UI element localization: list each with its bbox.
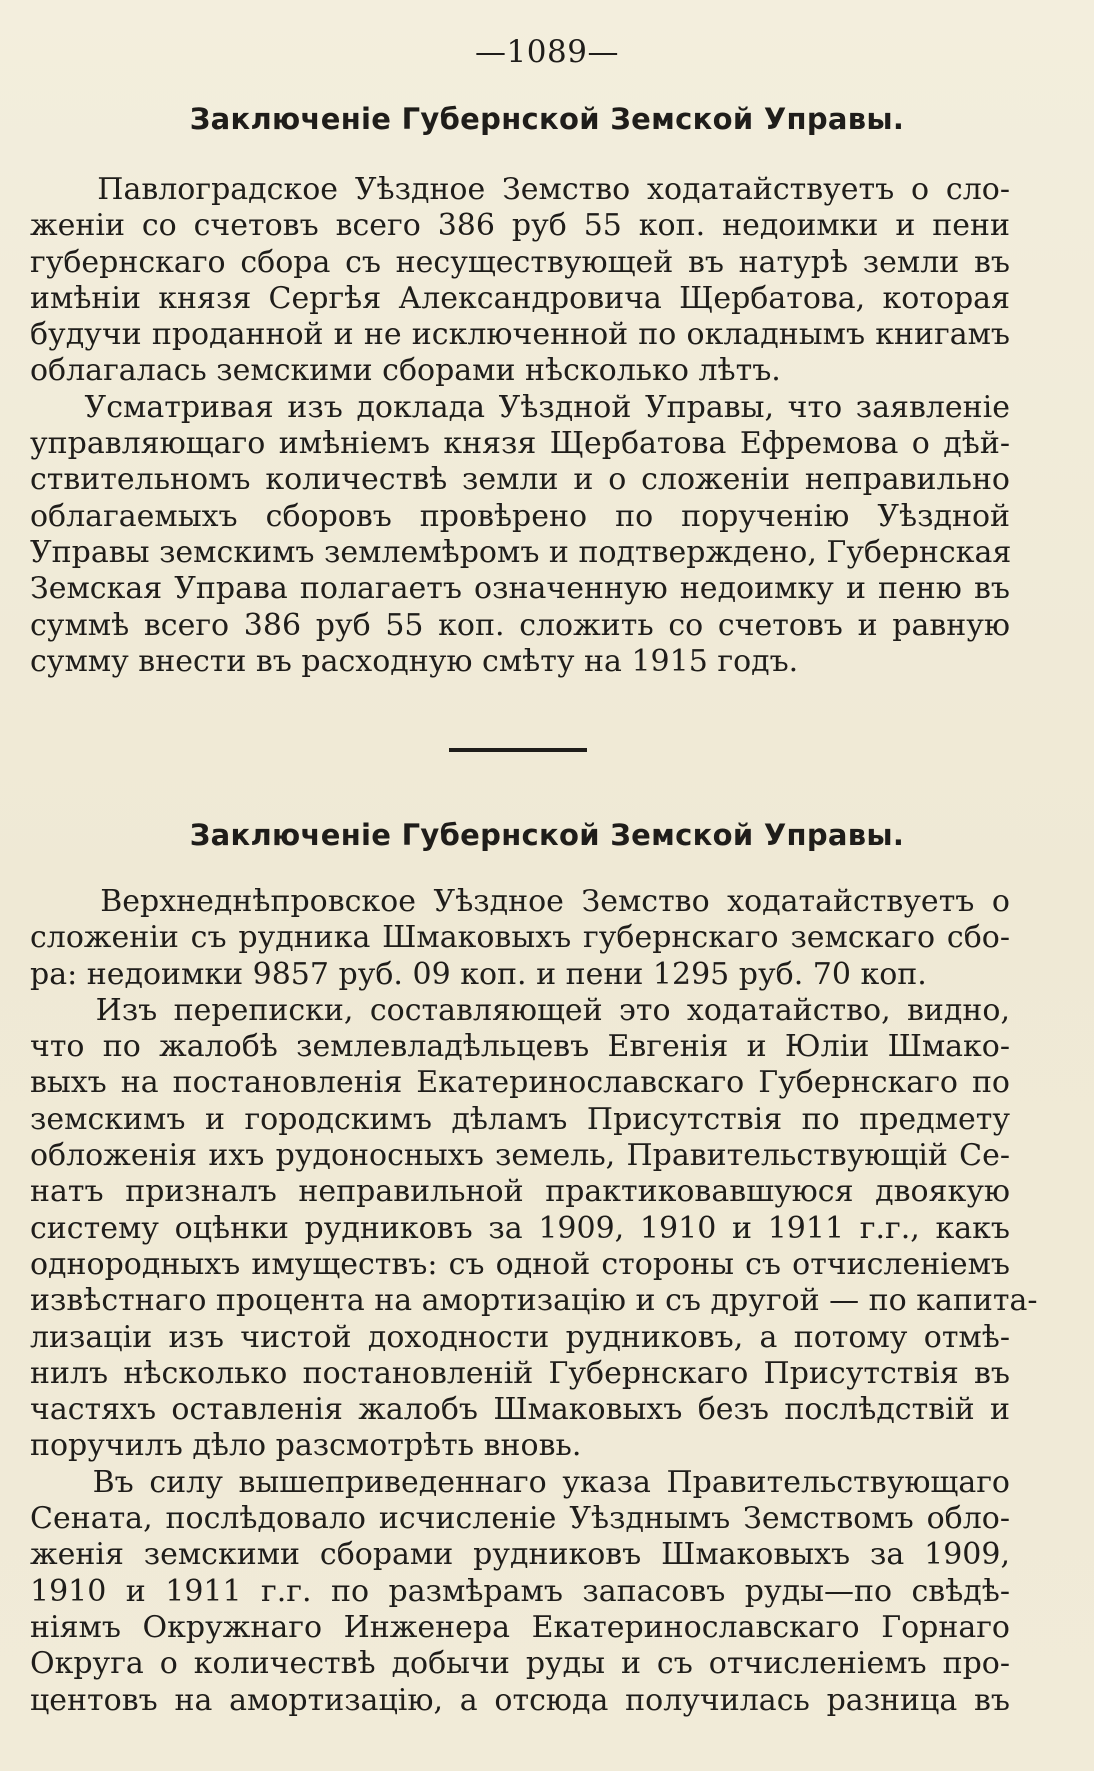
text-line: суммѣ всего 386 руб 55 коп. сложить со счетовъ и равную [30,607,1010,643]
text-line: губернскаго сбора съ несуществующей въ натурѣ земли въ [30,244,1010,280]
text-line: имѣніи князя Сергѣя Александровича Щербатова, которая [30,280,1010,316]
section-divider [449,748,587,752]
text-line: Сената, послѣдовало исчисленіе Уѣзднымъ Земствомъ обло- [30,1501,1010,1537]
text-line: Управы земскимъ землемѣромъ и подтверждено, Губернская [30,534,1012,570]
section-1-body [30,172,1010,680]
text-line: выхъ на постановленія Екатеринославскаго Губернскаго по [30,1065,1010,1101]
text-line: Усматривая изъ доклада Уѣздной Управы, что заявленіе [30,389,1010,425]
text-line: управляющаго имѣніемъ князя Щербатова Ефремова о дѣй- [30,426,1010,462]
text-line: Павлоградское Уѣздное Земство ходатайствуетъ о сло- [30,172,1010,207]
text-line: земскимъ и городскимъ дѣламъ Присутствія по предмету [30,1101,1010,1137]
text-line: частяхъ оставленія жалобъ Шмаковыхъ безъ послѣдствій и [30,1392,1010,1428]
section-2-body [30,884,1038,1719]
text-line: систему оцѣнки рудниковъ за 1909, 1910 и 1911 г.г., какъ [30,1210,1010,1246]
text-line: Въ силу вышеприведеннаго указа Правительствующаго [30,1464,1010,1500]
text-line: лизаціи изъ чистой доходности рудниковъ, а потому отмѣ- [30,1319,1010,1355]
text-line: ра: недоимки 9857 руб. 09 коп. и пени 1295 руб. 70 коп. [30,956,927,992]
text-line: ствительномъ количествѣ земли и о сложеніи неправильно [30,462,1010,498]
text-line: поручилъ дѣло разсмотрѣть вновь. [30,1428,582,1464]
page-number: —1089— [475,34,619,70]
text-line: однородныхъ имуществъ: съ одной стороны съ отчисленіемъ [30,1246,1010,1282]
text-line: облагалась земскими сборами нѣсколько лѣтъ. [30,353,781,389]
text-line: 1910 и 1911 г.г. по размѣрамъ запасовъ руды—по свѣдѣ- [30,1573,1010,1609]
text-line: женіи со счетовъ всего 386 руб 55 коп. недоимки и пени [30,208,1010,244]
text-line: облагаемыхъ сборовъ провѣрено по порученію Уѣздной [30,498,1010,534]
text-line: нилъ нѣсколько постановленій Губернскаго Присутствія въ [30,1355,1010,1391]
text-line: Изъ переписки, составляющей это ходатайство, видно, [30,992,1010,1028]
text-line: Верхнеднѣпровское Уѣздное Земство ходатайствуетъ о [30,884,1010,919]
text-line: женія земскими сборами рудниковъ Шмаковыхъ за 1909, [30,1537,1010,1573]
text-line: натъ призналъ неправильной практиковавшуюся двоякую [30,1174,1010,1210]
text-line: сложеніи съ рудника Шмаковыхъ губернскаго земскаго сбо- [30,920,1010,956]
text-line: Округа о количествѣ добычи руды и съ отчисленіемъ про- [30,1646,1010,1682]
text-line: ніямъ Окружнаго Инженера Екатеринославскаго Горнаго [30,1609,1010,1645]
text-line: Земская Управа полагаетъ означенную недоимку и пеню въ [30,571,1010,607]
text-line: будучи проданной и не исключенной по окладнымъ книгамъ [30,317,1010,353]
text-line: обложенія ихъ рудоносныхъ земель, Правительствующій Се- [30,1138,1010,1174]
section-1-heading: Заключеніе Губернской Земской Управы. [189,102,905,136]
text-line: сумму внести въ расходную смѣту на 1915 годъ. [30,643,799,679]
text-line: центовъ на амортизацію, а отсюда получилась разница въ [30,1682,1010,1718]
text-line: извѣстнаго процента на амортизацію и съ другой — по капита- [30,1283,1038,1319]
text-line: что по жалобѣ землевладѣльцевъ Евгенія и Юліи Шмако- [30,1029,1010,1065]
section-2-heading: Заключеніе Губернской Земской Управы. [189,818,905,852]
